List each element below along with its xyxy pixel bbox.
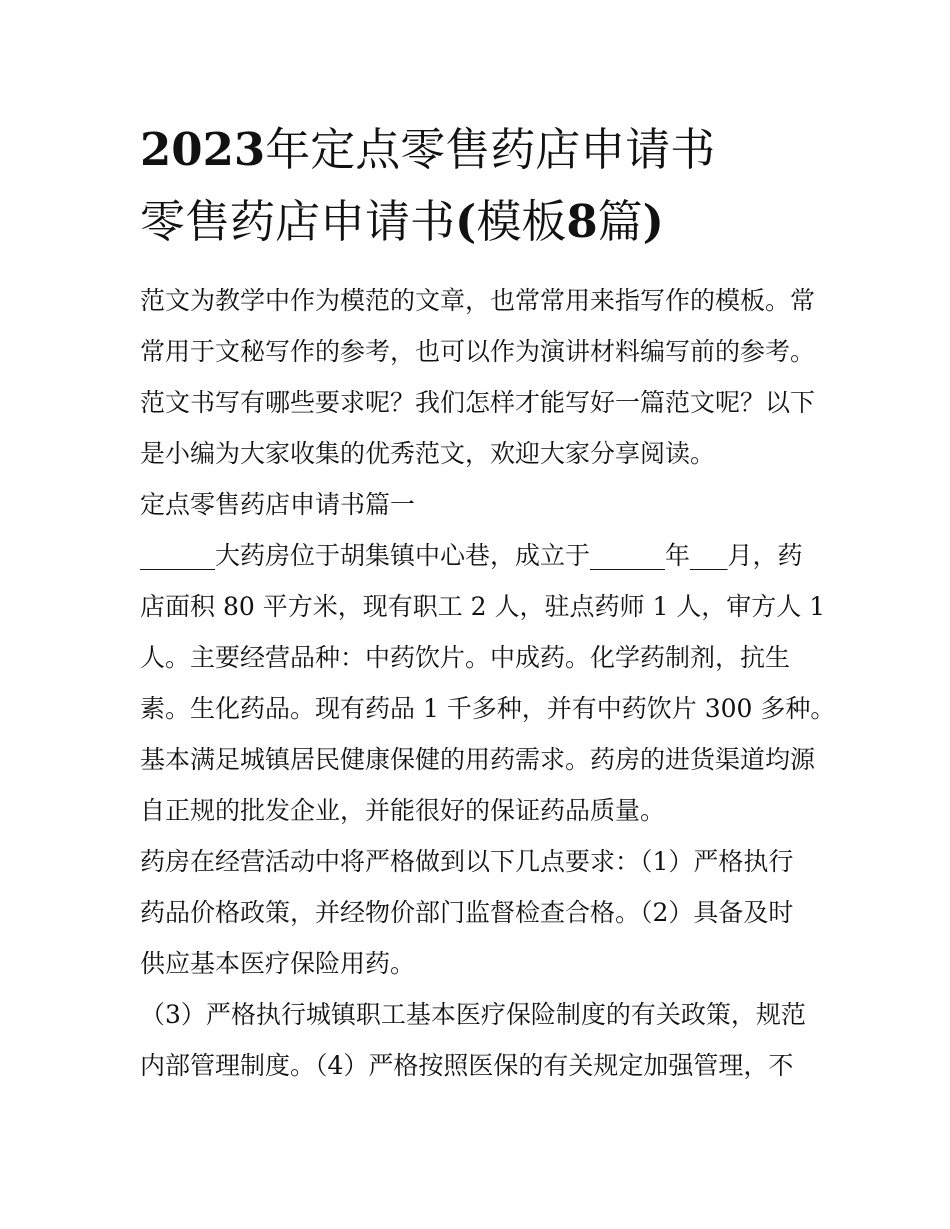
body-line: 常用于文秘写作的参考，也可以作为演讲材料编写前的参考。 xyxy=(140,337,816,366)
body-line: 范文书写有哪些要求呢？我们怎样才能写好一篇范文呢？以下 xyxy=(140,388,816,417)
title-line-2-text-a: 零售药店申请书 xyxy=(140,195,456,248)
body-line: 范文为教学中作为模范的文章，也常常用来指写作的模板。常 xyxy=(140,286,816,315)
title-line-2-paren-open: ( xyxy=(455,195,477,248)
title-line-2-number: 8 xyxy=(566,195,598,248)
body-line: 药房在经营活动中将严格做到以下几点要求：（1）严格执行 xyxy=(140,847,794,876)
title-line-2-text-c: 模板 xyxy=(476,195,567,248)
body-line: 基本满足城镇居民健康保健的用药需求。药房的进货渠道均源 xyxy=(140,745,816,774)
body-line: 药品价格政策，并经物价部门监督检查合格。（2）具备及时 xyxy=(140,898,794,927)
body-line: 内部管理制度。（4）严格按照医保的有关规定加强管理，不 xyxy=(140,1051,794,1080)
body-line: 是小编为大家收集的优秀范文，欢迎大家分享阅读。 xyxy=(140,439,716,468)
body-line: 自正规的批发企业，并能很好的保证药品质量。 xyxy=(140,796,666,825)
title-line-2-text-e: 篇 xyxy=(597,195,643,248)
body-line: （3）严格执行城镇职工基本医疗保险制度的有关政策，规范 xyxy=(140,1000,806,1029)
title-year: 2023 xyxy=(140,123,266,176)
body-line: 人。主要经营品种：中药饮片。中成药。化学药制剂，抗生 xyxy=(140,643,791,672)
document-title-line-1 xyxy=(140,120,840,180)
document-body xyxy=(140,280,836,1096)
section-heading: 定点零售药店申请书篇一 xyxy=(140,490,416,519)
body-line: 店面积 80 平方米，现有职工 2 人，驻点药师 1 人，审方人 1 xyxy=(140,592,826,621)
body-line: ______大药房位于胡集镇中心巷，成立于______年___月，药 xyxy=(140,541,803,570)
body-line: 供应基本医疗保险用药。 xyxy=(140,949,416,978)
title-line-1-text: 年定点零售药店申请书 xyxy=(265,123,716,176)
title-line-2-paren-close: ) xyxy=(642,195,664,248)
document-title-line-2 xyxy=(140,192,840,252)
body-line: 素。生化药品。现有药品 1 千多种，并有中药饮片 300 多种。 xyxy=(140,694,836,723)
